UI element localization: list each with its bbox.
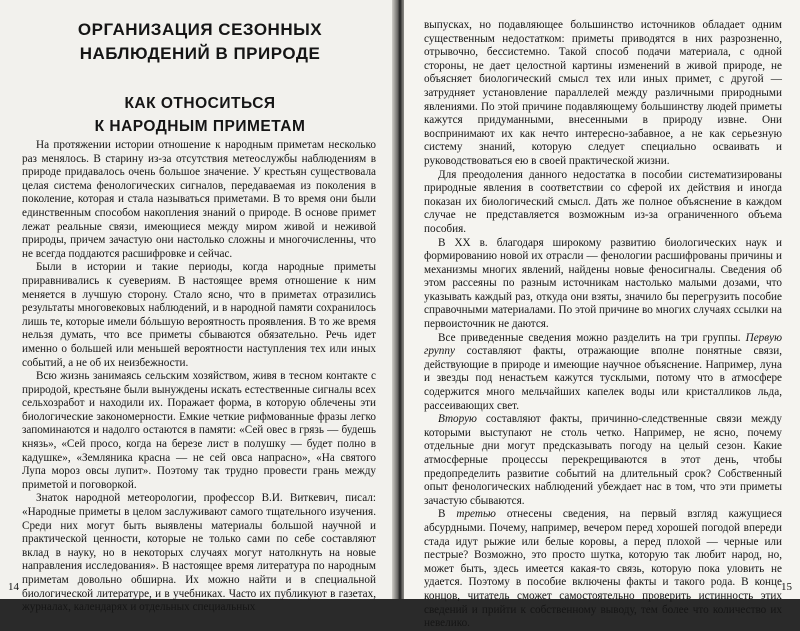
paragraph bbox=[424, 413, 782, 508]
paragraph bbox=[424, 508, 782, 630]
paragraph: Всю жизнь занимаясь сельским хозяйством, живя в тесном контакте с природой, крестьяне были вынуждены искать естественные сигналы всех сельхозработ и находили их. Поражает форма, в которую облечены эти биологические закономерности. Емкие четкие рифмованные фразы легко запоминаются и надолго остаются в памяти: «Сей овес в грязь — будешь князь», «Сей просо, когда на березе лист в полушку — будет полно в кадушке», «Земляника красна — не сей овса напрасно», «На святого Лупа мороз овсы лупит». Поэтому так трудно провести грань между приметой и поговоркой. bbox=[22, 370, 376, 491]
left-page bbox=[0, 0, 396, 614]
paragraph-text: отнесены сведения, на первый взгляд кажущиеся абсурдными. Почему, например, вечером перед хорошей погодой впереди стада идут рыжие или белые коровы, а перед плохой — черные или пестрые? Возможно, это просто шутка, которую так любит народ, но, может быть, здесь имеется какая-то связь, которую пока уловить не удается. Поэтому в пособие включены факты и такого рода. В конце концов, читатель сможет самостоятельно проверить истинность этих сведений и прийти к собственному выводу, тем более что количество их невелико. bbox=[424, 508, 783, 630]
paragraph: Знаток народной метеорологии, профессор В.И. Виткевич, писал: «Народные приметы в целом заслуживают самого тщательного изучения. Среди них могут быть выявлены материалы большой научной и практической ценности, которые не только сами по себе составляют вклад в науку, но в некоторых случаях могут натолкнуть на новые направления исследования». В настоящее время литература по народным приметам довольно обширна. Их можно найти и в специальной биологической литературе, и в учебниках. Часто их публикуют в газетах, журналах, календарях и отдельных специальных bbox=[22, 492, 376, 614]
paragraph-text: В bbox=[438, 508, 457, 521]
right-page bbox=[404, 0, 800, 630]
right-body-text bbox=[424, 19, 782, 631]
chapter-title-line2: НАБЛЮДЕНИЙ В ПРИРОДЕ bbox=[79, 44, 321, 63]
section-title-line1: КАК ОТНОСИТЬСЯ bbox=[124, 95, 276, 112]
paragraph: Для преодоления данного недостатка в пособии систематизированы природные явления в соответствии со сферой их действия и иногда показан их биологический смысл. Дать же полное объяснение в каждом случае не представляется возможным из-за ограниченного объема пособия. bbox=[424, 168, 782, 235]
paragraph: Были в истории и такие периоды, когда народные приметы приравнивались к суевериям. В настоящее время отношение к ним меняется в лучшую сторону. Стало ясно, что в приметах отразились результаты многовековых наблюдений, и в народной памяти сохранилось лишь те, которые имели бóльшую вероятность проявления. В то же время нельзя думать, что все приметы сбываются обязательно. Речь идет именно о большей или меньшей вероятности наступления тех или иных событий, а не об их неизбежности. bbox=[22, 261, 376, 369]
page-number-left: 14 bbox=[8, 581, 19, 593]
paragraph: В XX в. благодаря широкому развитию биологических наук и формированию новой их отрасли — фенологии расшифрованы причины и механизмы многих явлений, найдены новые феносигналы. Сведения об этом рассеяны по разным источникам настолько малыми дозами, что указывать каждый раз, откуда они взяты, значило бы перегрузить пособие справочными материалами. По этой причине во многих случаях ссылки на первоисточник не даются. bbox=[424, 236, 782, 331]
emphasis-text: Первую группу bbox=[424, 331, 782, 358]
chapter-title-line1: ОРГАНИЗАЦИЯ СЕЗОННЫХ bbox=[77, 20, 323, 39]
chapter-title bbox=[20, 18, 380, 66]
section-title-line2: К НАРОДНЫМ ПРИМЕТАМ bbox=[94, 118, 306, 135]
left-body-text bbox=[22, 139, 376, 615]
paragraph-text: составляют факты, причинно-следственные связи между которыми выступают не столь четко. Например, не ясно, почему отдельные дни могут предсказывать погоду на целый сезон. Какие атмосферные процессы перекрещиваются в этот день, чтобы предопределить развитие событий на длительный срок? Собственный опыт фенологических наблюдений убеждает нас в том, что эти приметы зачастую сбываются. bbox=[424, 413, 782, 507]
paragraph: На протяжении истории отношение к народным приметам несколько раз менялось. В старину из-за отсутствия метеослужбы наблюдениям в природе придавалось очень большое значение. У крестьян существовала целая система фенологических сигналов, передаваемая из поколения в поколение, которая и стала называться приметами. В то время они были единственным способом накопления знаний о природе. В основе примет лежат реальные связи, имеющиеся между миром живой и неживой природы, причем зачастую они настолько сложны и многочисленны, что не всегда поддаются расшифровке и сейчас. bbox=[22, 139, 376, 260]
section-title bbox=[20, 92, 380, 138]
paragraph-text: Все приведенные сведения можно разделить на три группы. bbox=[438, 331, 746, 344]
paragraph bbox=[424, 332, 782, 414]
paragraph: выпусках, но подавляющее большинство источников обладает одним существенным недостатком: приметы приводятся в них разрозненно, отрывочно, бессистемно. Такой способ подачи материала, с одной стороны, не дает целостной картины изменений в живой природе, не объясняет биологический смысл тех или иных примет, с другой — затрудняет установление параллелей между различными природными явлениями. По этой причине подавляющему большинству людей приметы кажутся придуманными, внесенными в природу извне. Они воспринимают их как нечто интересно-забавное, а не как серьезную систему знаний, которую следует специально осваивать и руководствоваться ею в своей практической жизни. bbox=[424, 19, 782, 167]
emphasis-text: Вторую bbox=[438, 413, 477, 426]
paragraph-text: составляют факты, отражающие вполне понятные связи, действующие в природе и имеющие научное объяснение. Например, луна и звезды под ненастьем кажутся тусклыми, потому что в атмосфере содержится много мельчайших капелек воды или кристалликов льда, рассеивающих свет. bbox=[424, 345, 782, 412]
emphasis-text: третью bbox=[456, 508, 496, 521]
page-number-right: 15 bbox=[781, 581, 792, 593]
